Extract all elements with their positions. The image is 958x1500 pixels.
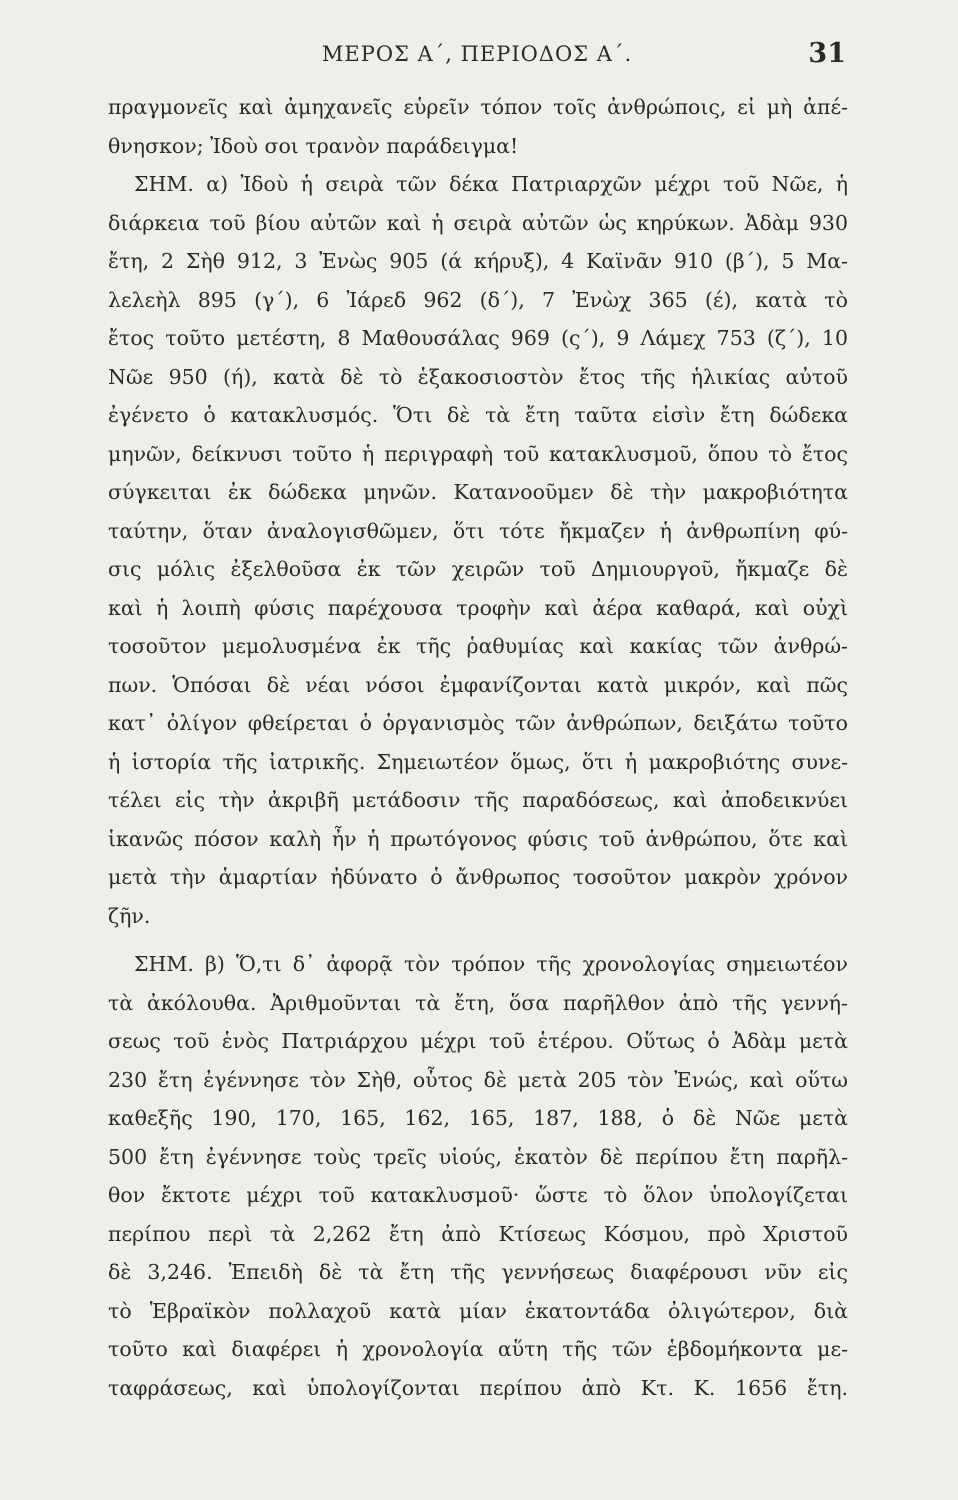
text-line: σύγκειται ἐκ δώδεκα μηνῶν. Κατανοοῦμεν δὲ τὴν μακροβιότητα (108, 480, 848, 504)
text-line: ταφράσεως, καὶ ὑπολογίζονται περίπου ἀπὸ Κτ. Κ. 1656 ἔτη. (108, 1375, 848, 1400)
text-line: λελεὴλ 895 (γ΄), 6 Ἰάρεδ 962 (δ΄), 7 Ἐνὼχ 365 (έ), κατὰ τὸ (108, 287, 848, 312)
text-line: κατ᾽ ὀλίγον φθείρεται ὁ ὀργανισμὸς τῶν ἀνθρώπων, δειξάτω τοῦτο (108, 711, 848, 735)
note-a-start-line: ΣΗΜ. α) Ἰδοὺ ἡ σειρὰ τῶν δέκα Πατριαρχῶν μέχρι τοῦ Νῶε, ἡ (134, 172, 848, 196)
text-line: Νῶε 950 (ή), κατὰ δὲ τὸ ἑξακοσιοστὸν ἔτος τῆς ἡλικίας αὐτοῦ (108, 364, 848, 389)
text-line: 500 ἔτη ἐγέννησε τοὺς τρεῖς υἱούς, ἑκατὸν δὲ περίπου ἔτη παρῆλ- (108, 1144, 848, 1169)
text-line: τέλει εἰς τὴν ἀκριβῆ μετάδοσιν τῆς παραδόσεως, καὶ ἀποδεικνύει (108, 788, 848, 812)
running-head (108, 38, 846, 72)
text-line: ζῆν. (108, 903, 151, 928)
text-line: ἐγένετο ὁ κατακλυσμός. Ὅτι δὲ τὰ ἔτη ταῦτα εἰσὶν ἔτη δώδεκα (108, 403, 848, 427)
text-line: τοσοῦτον μεμολυσμένα ἐκ τῆς ῥαθυμίας καὶ κακίας τῶν ἀνθρώ- (108, 634, 848, 658)
body-text (108, 88, 848, 1407)
running-title: ΜΕΡΟΣ Α΄, ΠΕΡΙΟΔΟΣ Α΄. (321, 42, 633, 66)
page-number: 31 (808, 38, 846, 69)
text-line: ἔτος τοῦτο μετέστη, 8 Μαθουσάλας 969 (ς΄), 9 Λάμεχ 753 (ζ΄), 10 (108, 326, 848, 350)
text-line: δὲ 3,246. Ἐπειδὴ δὲ τὰ ἔτη τῆς γεννήσεως διαφέρουσι νῦν εἰς (108, 1260, 848, 1284)
text-line: ἔτη, 2 Σὴθ 912, 3 Ἐνὼς 905 (ά κήρυξ), 4 Καϊνᾶν 910 (β΄), 5 Μα- (108, 249, 848, 273)
text-line: 230 ἔτη ἐγέννησε τὸν Σὴθ, οὗτος δὲ μετὰ 205 τὸν Ἐνώς, καὶ οὕτω (108, 1067, 848, 1092)
text-line: τοῦτο καὶ διαφέρει ἡ χρονολογία αὕτη τῆς τῶν ἑβδομήκοντα με- (108, 1337, 848, 1361)
text-line: ἡ ἱστορία τῆς ἰατρικῆς. Σημειωτέον ὅμως, ὅτι ἡ μακροβιότης συνε- (108, 749, 848, 774)
text-line: ταύτην, ὅταν ἀναλογισθῶμεν, ὅτι τότε ἤκμαζεν ἡ ἀνθρωπίνη φύ- (108, 518, 848, 543)
text-line: διάρκεια τοῦ βίου αὐτῶν καὶ ἡ σειρὰ αὐτῶν ὡς κηρύκων. Ἀδὰμ 930 (108, 210, 848, 235)
text-line: τὸ Ἑβραϊκὸν πολλαχοῦ κατὰ μίαν ἑκατοντάδα ὀλιγώτερον, διὰ (108, 1298, 848, 1323)
text-line: καὶ ἡ λοιπὴ φύσις παρέχουσα τροφὴν καὶ ἀέρα καθαρά, καὶ οὐχὶ (108, 595, 848, 620)
text-line: πραγμονεῖς καὶ ἀμηχανεῖς εὑρεῖν τόπον τοῖς ἀνθρώποις, εἰ μὴ ἀπέ- (108, 95, 848, 119)
text-line: θνησκον; Ἰδοὺ σοι τρανὸν παράδειγμα! (108, 133, 519, 158)
text-line: μετὰ τὴν ἁμαρτίαν ἠδύνατο ὁ ἄνθρωπος τοσοῦτον μακρὸν χρόνον (108, 865, 848, 889)
text-line: περίπου περὶ τὰ 2,262 ἔτη ἀπὸ Κτίσεως Κόσμου, πρὸ Χριστοῦ (108, 1221, 848, 1246)
text-line: μηνῶν, δείκνυσι τοῦτο ἡ περιγραφὴ τοῦ κατακλυσμοῦ, ὅπου τὸ ἔτος (108, 441, 848, 466)
text-line: ἱκανῶς πόσον καλὴ ἦν ἡ πρωτόγονος φύσις τοῦ ἀνθρώπου, ὅτε καὶ (108, 826, 848, 851)
text-line: πων. Ὁπόσαι δὲ νέαι νόσοι ἐμφανίζονται κατὰ μικρόν, καὶ πῶς (108, 672, 848, 697)
text-line: σις μόλις ἐξελθοῦσα ἐκ τῶν χειρῶν τοῦ Δημιουργοῦ, ἤκμαζε δὲ (108, 557, 848, 581)
note-b-start-line: ΣΗΜ. β) Ὅ,τι δ᾽ ἀφορᾷ τὸν τρόπον τῆς χρονολογίας σημειωτέον (134, 952, 848, 976)
text-line: τὰ ἀκόλουθα. Ἀριθμοῦνται τὰ ἔτη, ὅσα παρῆλθον ἀπὸ τῆς γεννή- (108, 990, 848, 1015)
text-line: θον ἔκτοτε μέχρι τοῦ κατακλυσμοῦ· ὥστε τὸ ὅλον ὑπολογίζεται (108, 1183, 848, 1207)
text-line: καθεξῆς 190, 170, 165, 162, 165, 187, 188, ὁ δὲ Νῶε μετὰ (108, 1106, 848, 1130)
text-line: σεως τοῦ ἑνὸς Πατριάρχου μέχρι τοῦ ἑτέρου. Οὕτως ὁ Ἀδὰμ μετὰ (108, 1029, 848, 1053)
